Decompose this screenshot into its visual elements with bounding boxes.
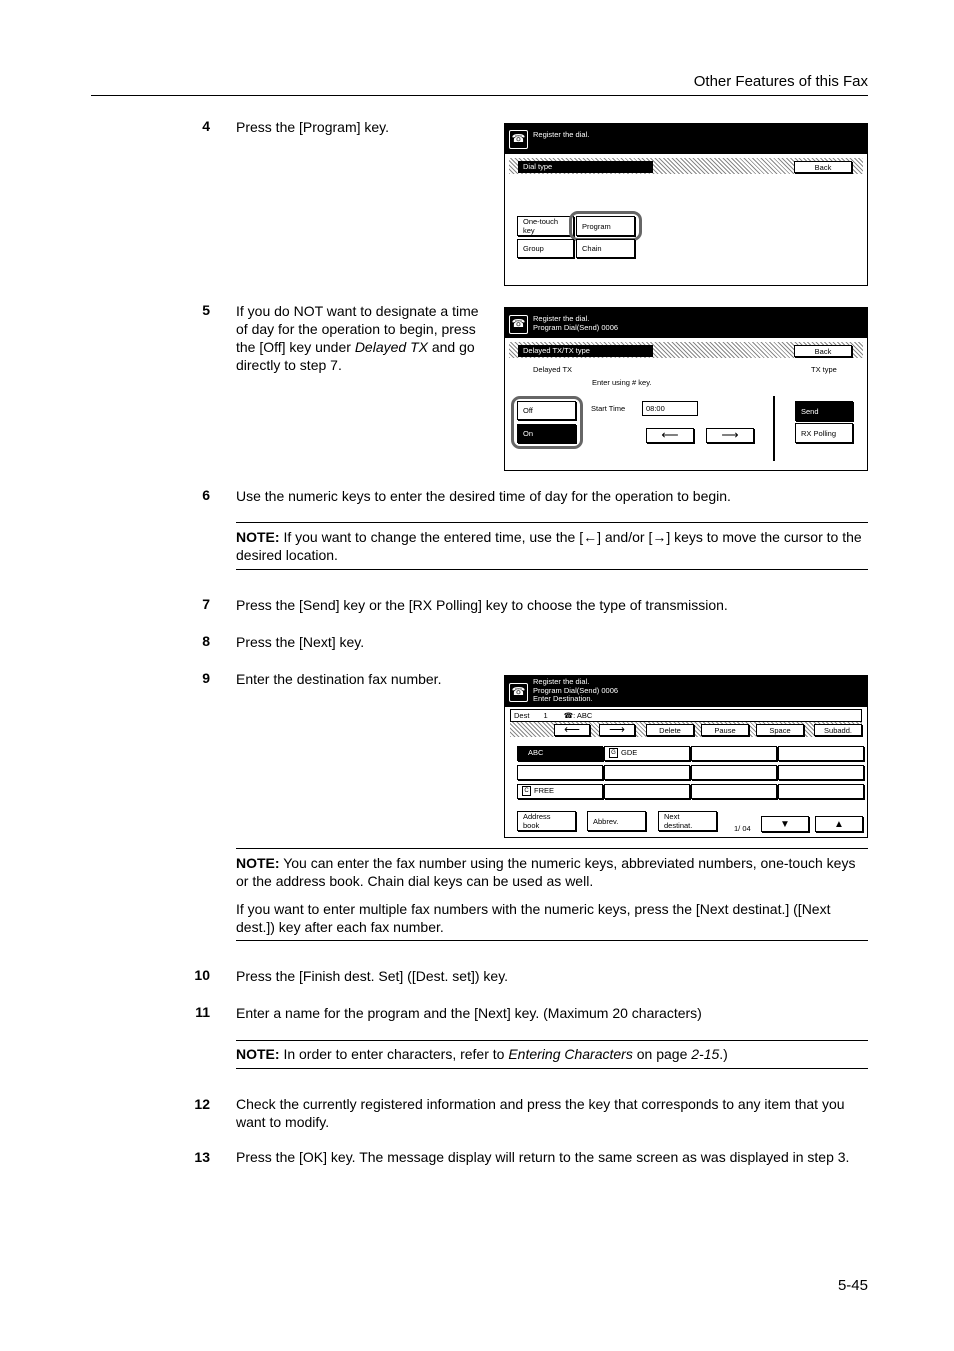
dest-value: : ABC	[573, 711, 593, 720]
step-7-number: 7	[202, 596, 210, 612]
note-rule	[236, 940, 868, 941]
space-button[interactable]: Space	[756, 724, 804, 736]
dest-label: Dest	[514, 711, 530, 720]
fax-icon: ☎	[509, 683, 528, 702]
step-5-number: 5	[202, 302, 210, 318]
on-button[interactable]: On	[517, 424, 576, 443]
off-button[interactable]: Off	[517, 401, 576, 420]
step-11-text: Enter a name for the program and the [Next] key. (Maximum 20 characters)	[236, 1005, 702, 1021]
screen-enter-destination	[504, 675, 868, 838]
note-rule	[236, 1068, 868, 1069]
section-bar: Dial type	[518, 161, 653, 173]
note-3: NOTE: In order to enter characters, refer to Entering Characters on page 2-15.)	[236, 1046, 728, 1062]
scroll-down-button[interactable]	[761, 816, 809, 832]
step-13-number: 13	[194, 1149, 210, 1165]
step-10-text: Press the [Finish dest. Set] ([Dest. set]) key.	[236, 968, 509, 984]
screen-title-bar	[505, 124, 867, 154]
step-6-number: 6	[202, 487, 210, 503]
step-8-text: Press the [Next] key.	[236, 634, 365, 650]
cursor-right-button[interactable]	[706, 428, 754, 443]
rx-polling-button[interactable]: RX Polling	[795, 423, 853, 443]
delayed-tx-label: Delayed TX	[533, 365, 573, 374]
note-rule	[236, 848, 868, 849]
destination-entry-empty[interactable]	[691, 784, 777, 799]
screen-title-bar	[505, 676, 867, 707]
one-touch-key-button[interactable]: One-touch key	[517, 216, 574, 236]
cursor-left-button[interactable]	[554, 724, 590, 736]
chain-icon: C	[522, 786, 531, 796]
tx-type-label: TX type	[811, 365, 837, 374]
note-rule	[236, 1040, 868, 1041]
destination-entry-free[interactable]: C FREE	[517, 784, 603, 799]
dest-number: 1	[543, 711, 548, 720]
destination-entry-empty[interactable]	[691, 746, 777, 761]
destination-entry-empty[interactable]	[691, 765, 777, 780]
screen-title: Register the dial.	[533, 130, 590, 139]
start-time-field[interactable]: 08:00	[642, 401, 698, 416]
step-6-text: Use the numeric keys to enter the desired time of day for the operation to begin.	[236, 488, 731, 504]
screen-title-3: Enter Destination.	[533, 694, 593, 703]
screen-delayed-tx	[504, 307, 868, 471]
note-rule	[236, 522, 868, 523]
destination-entry-empty[interactable]	[778, 765, 864, 780]
step-4-text: Press the [Program] key.	[236, 119, 390, 135]
highlight-circle	[569, 211, 642, 241]
step-4-number: 4	[202, 118, 210, 134]
screen-title-2: Program Dial(Send) 0006	[533, 686, 619, 695]
send-button[interactable]: Send	[795, 401, 853, 421]
step-12-text: Check the currently registered information and press the key that corresponds to any item that you want to modify.	[236, 1096, 845, 1130]
scroll-up-button[interactable]	[815, 816, 863, 832]
arrow-right-icon: ⟶	[609, 723, 625, 736]
step-9-number: 9	[202, 670, 210, 686]
note-2-continued: If you want to enter multiple fax numbers with the numeric keys, press the [Next destinat.] ([Next dest.]) key after each fax number.	[236, 901, 831, 935]
abbrev-button[interactable]: Abbrev.	[587, 811, 646, 831]
page-header-title: Other Features of this Fax	[693, 73, 868, 90]
step-10-number: 10	[194, 967, 210, 983]
phone-icon: ☎	[563, 711, 574, 720]
destination-entry-abc[interactable]: ABC	[517, 746, 603, 761]
section-bar: Delayed TX/TX type	[518, 345, 653, 357]
fax-icon: ☎	[509, 315, 528, 334]
header-rule	[91, 95, 868, 96]
program-button[interactable]: Program	[576, 216, 635, 236]
note-rule	[236, 569, 868, 570]
note-2: NOTE: You can enter the fax number using the numeric keys, abbreviated numbers, one-touch keys or the address book. Chain dial keys can be used as well.	[236, 855, 856, 889]
page-indicator: 1/ 04	[734, 824, 751, 833]
triangle-up-icon: ▲	[834, 818, 844, 830]
next-destinat-button[interactable]: Next destinat.	[658, 811, 717, 831]
back-button[interactable]: Back	[794, 161, 852, 173]
screen-title-1: Register the dial.	[533, 314, 590, 323]
step-12-number: 12	[194, 1096, 210, 1112]
instruction-text: Enter using # key.	[592, 378, 652, 387]
group-button[interactable]: Group	[517, 239, 574, 258]
step-7-text: Press the [Send] key or the [RX Polling] key to choose the type of transmission.	[236, 597, 728, 613]
destination-entry-empty[interactable]	[604, 765, 690, 780]
delete-button[interactable]: Delete	[646, 724, 694, 736]
fax-icon: ☎	[509, 130, 528, 149]
destination-entry-empty[interactable]	[778, 746, 864, 761]
destination-entry-gde[interactable]: G GDE	[604, 746, 690, 761]
back-button[interactable]: Back	[794, 345, 852, 357]
screen-title-bar	[505, 308, 867, 338]
destination-entry-empty[interactable]	[517, 765, 603, 780]
step-9-text: Enter the destination fax number.	[236, 671, 442, 687]
arrow-right-icon: ⟶	[721, 428, 739, 442]
screen-title-2: Program Dial(Send) 0006	[533, 323, 619, 332]
step-5-text: If you do NOT want to designate a time of day for the operation to begin, press the [Off] key under Delayed TX and go directly to step 7.	[236, 303, 479, 373]
arrow-left-icon: ⟵	[661, 428, 679, 442]
group-icon: G	[609, 748, 618, 758]
arrow-left-icon: ⟵	[564, 723, 580, 736]
step-11-number: 11	[195, 1004, 210, 1020]
destination-field[interactable]	[510, 709, 862, 722]
destination-entry-empty[interactable]	[778, 784, 864, 799]
subaddress-button[interactable]: Subadd.	[814, 724, 862, 736]
highlight-circle	[511, 396, 583, 449]
start-time-label: Start Time	[591, 404, 626, 413]
pause-button[interactable]: Pause	[701, 724, 749, 736]
destination-entry-empty[interactable]	[604, 784, 690, 799]
cursor-right-button[interactable]	[599, 724, 635, 736]
screen-dial-type	[504, 123, 868, 286]
note-1: NOTE: If you want to change the entered time, use the [←] and/or [→] keys to move the cursor to the desired location.	[236, 529, 862, 563]
divider	[773, 396, 775, 461]
address-book-button[interactable]: Address book	[517, 811, 576, 831]
step-8-number: 8	[202, 633, 210, 649]
screen-title-1: Register the dial.	[533, 677, 590, 686]
chain-button[interactable]: Chain	[576, 239, 635, 258]
cursor-left-button[interactable]	[646, 428, 694, 443]
page-number: 5-45	[837, 1277, 868, 1294]
step-13-text: Press the [OK] key. The message display will return to the same screen as was displayed in step 3.	[236, 1149, 850, 1165]
triangle-down-icon: ▼	[780, 818, 790, 830]
